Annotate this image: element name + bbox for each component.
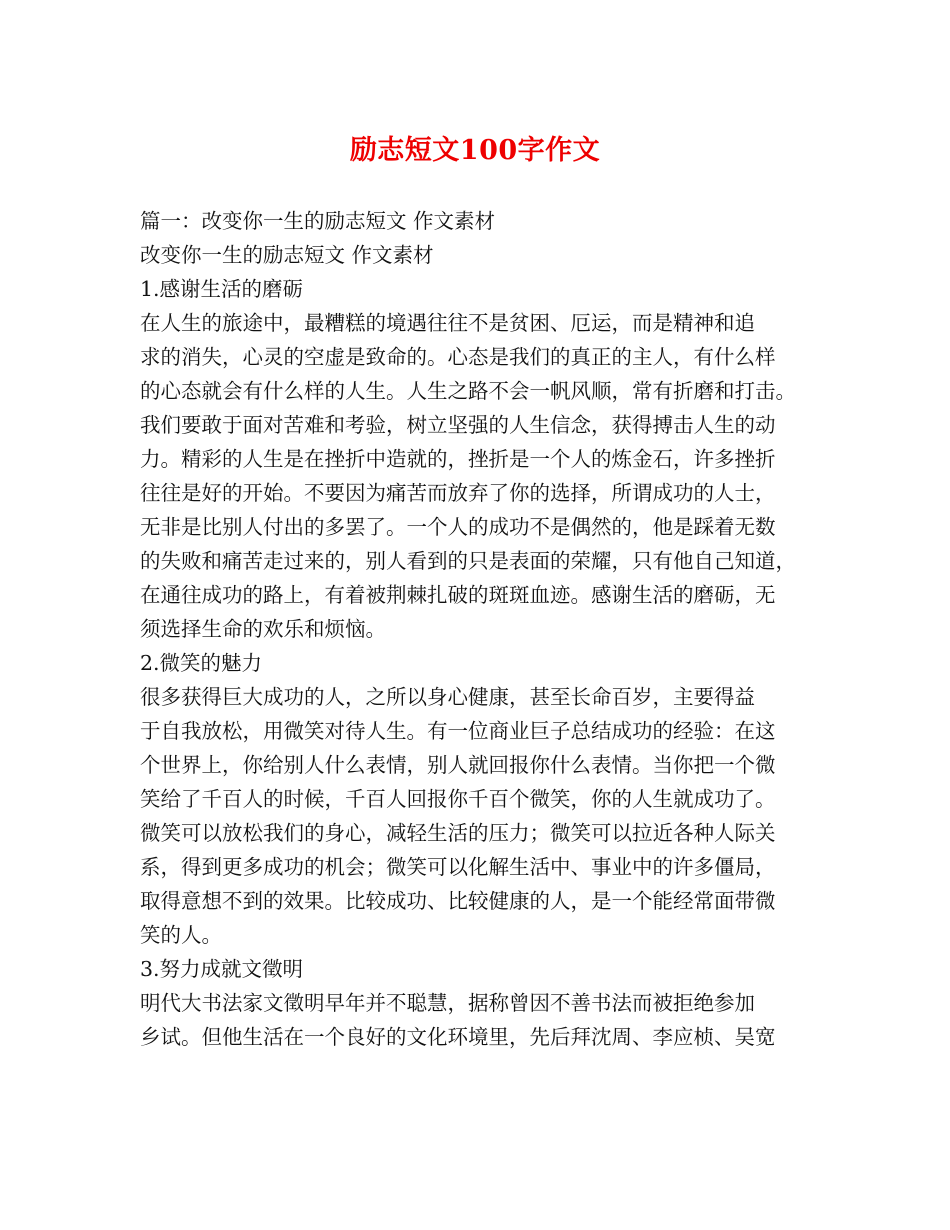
document-title: 励志短文100字作文 (349, 135, 601, 166)
paragraph-line: 力。精彩的人生是在挫折中造就的，挫折是一个人的炼金石，许多挫折 (140, 447, 776, 471)
paragraph-line: 于自我放松，用微笑对待人生。有一位商业巨子总结成功的经验：在这 (140, 719, 776, 743)
paragraph-line: 求的消失，心灵的空虚是致命的。心态是我们的真正的主人，有什么样 (140, 345, 776, 369)
paragraph-line: 在通往成功的路上，有着被荆棘扎破的斑斑血迹。感谢生活的磨砺，无 (140, 583, 776, 607)
paragraph-line: 须选择生命的欢乐和烦恼。 (140, 617, 386, 641)
paragraph-line: 的失败和痛苦走过来的，别人看到的只是表面的荣耀，只有他自己知道， (140, 549, 796, 573)
paragraph-line: 我们要敢于面对苦难和考验，树立坚强的人生信念，获得搏击人生的动 (140, 413, 776, 437)
paragraph-line: 笑给了千百人的时候，千百人回报你千百个微笑，你的人生就成功了。 (140, 787, 776, 811)
section-heading-3: 3.努力成就文徵明 (140, 957, 304, 981)
paragraph-line: 的心态就会有什么样的人生。人生之路不会一帆风顺，常有折磨和打击。 (140, 379, 796, 403)
paragraph-line: 系，得到更多成功的机会；微笑可以化解生活中、事业中的许多僵局， (140, 855, 776, 879)
section-heading-2: 2.微笑的魅力 (140, 651, 263, 675)
paragraph-line: 笑的人。 (140, 923, 222, 947)
heading-part-one: 篇一：改变你一生的励志短文 作文素材 (140, 209, 496, 233)
paragraph-line: 在人生的旅途中，最糟糕的境遇往往不是贫困、厄运，而是精神和追 (140, 311, 755, 335)
paragraph-line: 往往是好的开始。不要因为痛苦而放弃了你的选择，所谓成功的人士， (140, 481, 776, 505)
paragraph-line: 取得意想不到的效果。比较成功、比较健康的人，是一个能经常面带微 (140, 889, 776, 913)
paragraph-line: 无非是比别人付出的多罢了。一个人的成功不是偶然的，他是踩着无数 (140, 515, 776, 539)
paragraph-line: 很多获得巨大成功的人，之所以身心健康，甚至长命百岁，主要得益 (140, 685, 755, 709)
paragraph-line: 个世界上，你给别人什么表情，别人就回报你什么表情。当你把一个微 (140, 753, 776, 777)
section-heading-1: 1.感谢生活的磨砺 (140, 277, 304, 301)
paragraph-line: 微笑可以放松我们的身心，减轻生活的压力；微笑可以拉近各种人际关 (140, 821, 776, 845)
subtitle-line: 改变你一生的励志短文 作文素材 (140, 243, 434, 267)
paragraph-line: 明代大书法家文徵明早年并不聪慧，据称曾因不善书法而被拒绝参加 (140, 991, 755, 1015)
paragraph-line: 乡试。但他生活在一个良好的文化环境里，先后拜沈周、李应桢、吴宽 (140, 1025, 776, 1049)
